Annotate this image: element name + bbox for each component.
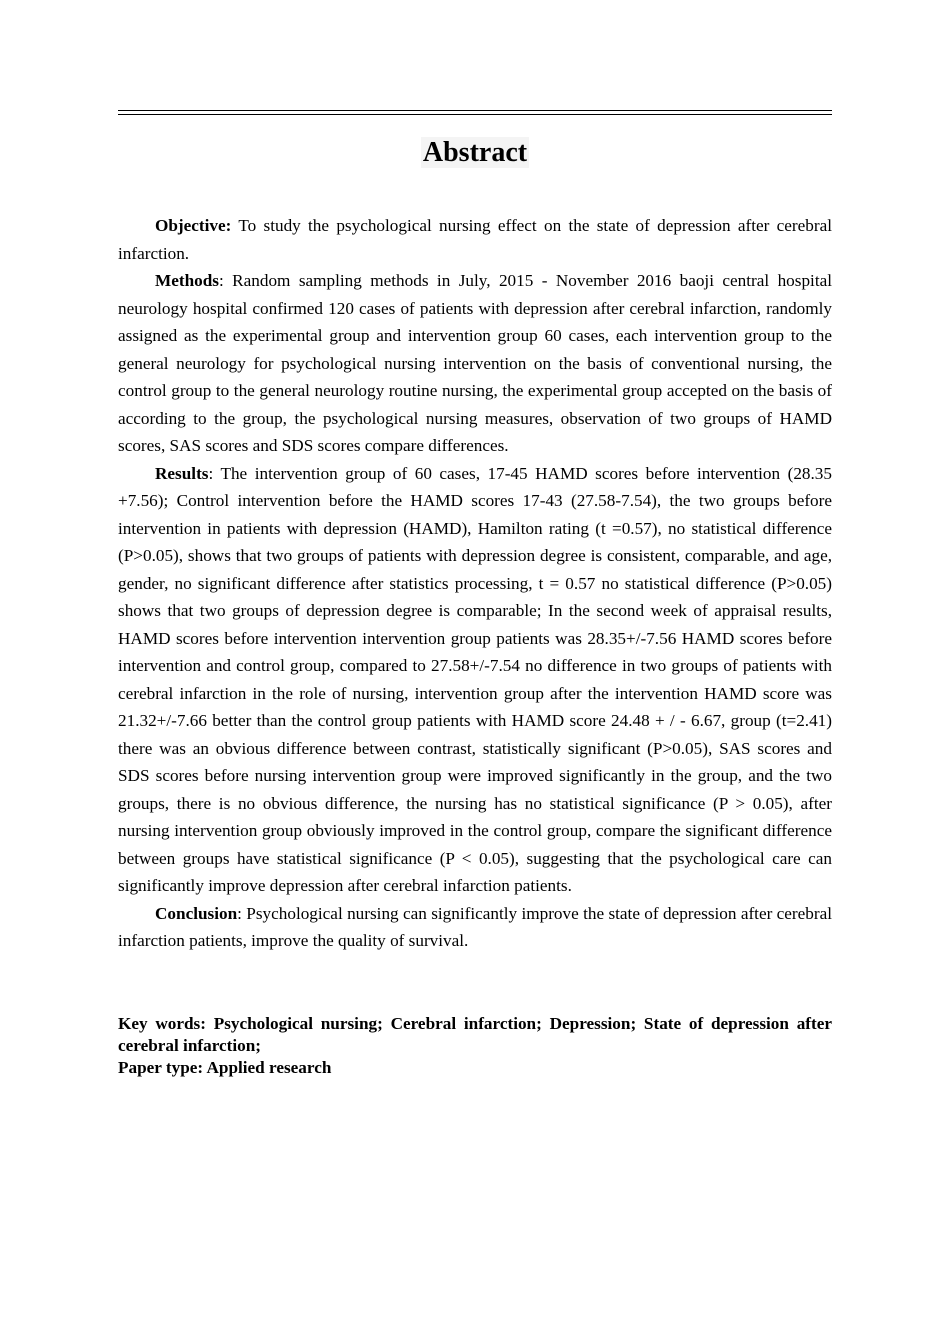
keywords-block (118, 1013, 832, 1079)
keywords-line: Key words: Psychological nursing; Cerebral infarction; Depression; State of depression after cerebral infarction; (118, 1014, 832, 1055)
abstract-body (118, 212, 832, 955)
objective-label: Objective: (155, 216, 232, 235)
methods-paragraph (118, 267, 832, 460)
header-double-rule (118, 110, 832, 115)
conclusion-text: : Psychological nursing can significantly improve the state of depression after cerebral infarction patients, improve the quality of survival. (118, 903, 832, 950)
methods-text: : Random sampling methods in July, 2015 - November 2016 baoji central hospital neurology hospital confirmed 120 cases of patients with depression after cerebral infarction, randomly assigned as the experimental group and intervention group 60 cases, each intervention group to the general neurology for psychological nursing intervention on the basis of conventional nursing, the control group to the general neurology routine nursing, the experimental group accepted on the basis of according to the group, the psychological nursing measures, observation of two groups of HAMD scores, SAS scores and SDS scores compare differences. (118, 271, 832, 455)
results-paragraph (118, 460, 832, 900)
paper-type-line: Paper type: Applied research (118, 1058, 332, 1077)
conclusion-label: Conclusion (155, 903, 238, 923)
results-label: Results (155, 463, 209, 483)
abstract-title-text: Abstract (422, 137, 528, 168)
conclusion-paragraph (118, 900, 832, 955)
abstract-title (118, 136, 832, 170)
methods-label: Methods (155, 271, 219, 290)
objective-text: To study the psychological nursing effect on the state of depression after cerebral infarction. (118, 216, 832, 263)
results-text: : The intervention group of 60 cases, 17-45 HAMD scores before intervention (28.35 +7.56); Control intervention before the HAMD scores 17-43 (27.58-7.54), the two groups before intervention in patients with depression (HAMD), Hamilton rating (t =0.57), no statistical difference (P>0.05), shows that two groups of patients with depression degree is consistent, comparable, and age, gender, no significant difference after statistics processing, t = 0.57 no statistical difference (P>0.05) shows that two groups of depression degree is comparable; In the second week of appraisal results, HAMD scores before intervention intervention group patients was 28.35+/-7.56 HAMD scores before intervention and control group, compared to 27.58+/-7.54 no difference in two groups of patients with cerebral infarction in the role of nursing, intervention group after the intervention HAMD score was 21.32+/-7.66 better than the control group patients with HAMD score 24.48 + / - 6.67, group (t=2.41) there was an obvious difference between contrast, statistically significant (P>0.05), SAS scores and SDS scores before nursing intervention group were improved significantly in the group, and the two groups, there is no obvious difference, the nursing has no statistical significance (P > 0.05), after nursing intervention group obviously improved in the control group, compare the significant difference between groups have statistical significance (P < 0.05), suggesting that the psychological care can significantly improve depression after cerebral infarction patients. (118, 463, 832, 895)
objective-paragraph (118, 212, 832, 267)
